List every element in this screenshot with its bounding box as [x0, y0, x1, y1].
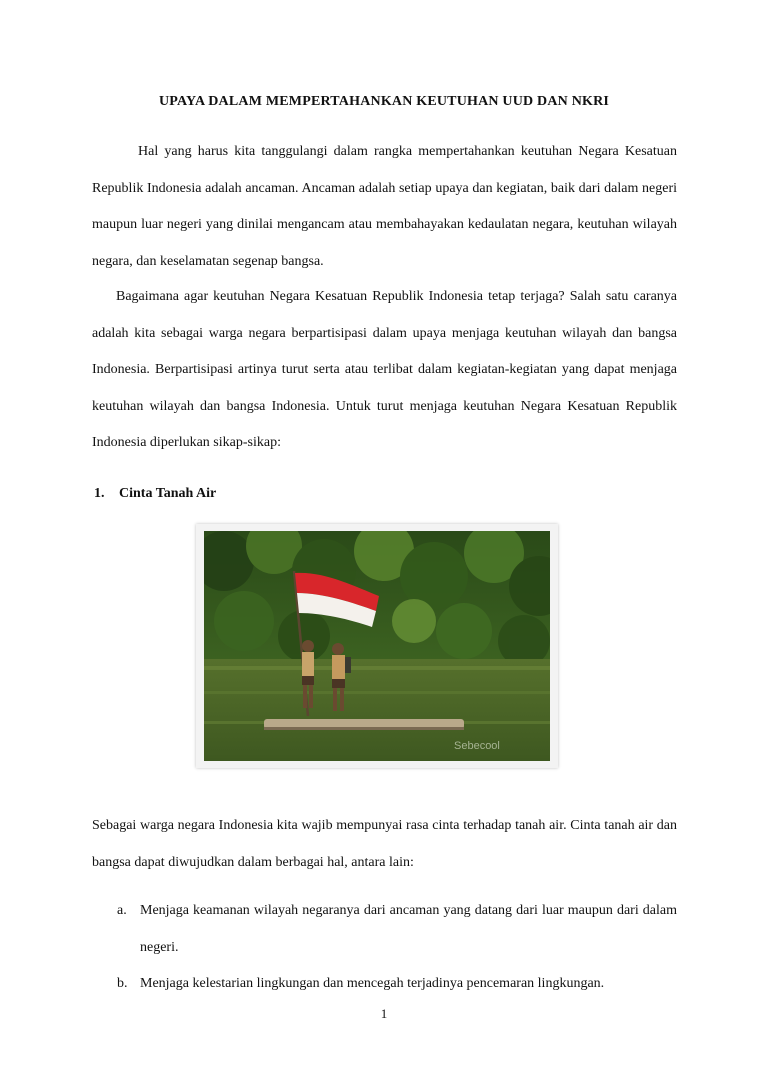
- document-title: UPAYA DALAM MEMPERTAHANKAN KEUTUHAN UUD DAN NKRI: [158, 94, 610, 109]
- paragraph-cinta-tanah-air: Sebagai warga negara Indonesia kita wajib mempunyai rasa cinta terhadap tanah air. Cinta tanah air dan bangsa dapat diwujudkan dalam berbagai hal, antara lain:: [92, 818, 677, 870]
- section-title: Cinta Tanah Air: [119, 486, 217, 501]
- list-marker: a.: [117, 903, 127, 918]
- photo-watermark: Sebecool: [454, 740, 500, 752]
- section-heading: [94, 486, 216, 502]
- list-item: [117, 893, 677, 966]
- paragraph-intro: Hal yang harus kita tanggulangi dalam rangka mempertahankan keutuhan Negara Kesatuan Republik Indonesia adalah ancaman. Ancaman adalah setiap upaya dan kegiatan, baik dari dalam negeri maupun luar negeri yang dinilai mengancam atau membahayakan kedaulatan negara, keutuhan wilayah negara, dan keselamatan segenap bangsa.: [92, 144, 677, 269]
- list-item-text: Menjaga keamanan wilayah negaranya dari ancaman yang datang dari luar maupun dari dalam negeri.: [140, 903, 677, 955]
- page-number: 1: [380, 1006, 388, 1021]
- list-item-text: Menjaga kelestarian lingkungan dan mencegah terjadinya pencemaran lingkungan.: [140, 976, 605, 991]
- photo-illustration: [204, 531, 550, 761]
- section-number: 1.: [94, 486, 105, 501]
- flag-raft-photo: [196, 524, 558, 768]
- list-marker: b.: [117, 976, 128, 991]
- paragraph-participation: Bagaimana agar keutuhan Negara Kesatuan Republik Indonesia tetap terjaga? Salah satu caranya adalah kita sebagai warga negara berpartisipasi dalam upaya menjaga keutuhan wilayah dan bangsa Indonesia. Berpartisipasi artinya turut serta atau terlibat dalam kegiatan-kegiatan yang dapat menjaga keutuhan wilayah dan bangsa Indonesia. Untuk turut menjaga keutuhan Negara Kesatuan Republik Indonesia diperlukan sikap-sikap:: [92, 289, 677, 450]
- list-item: [117, 966, 677, 1003]
